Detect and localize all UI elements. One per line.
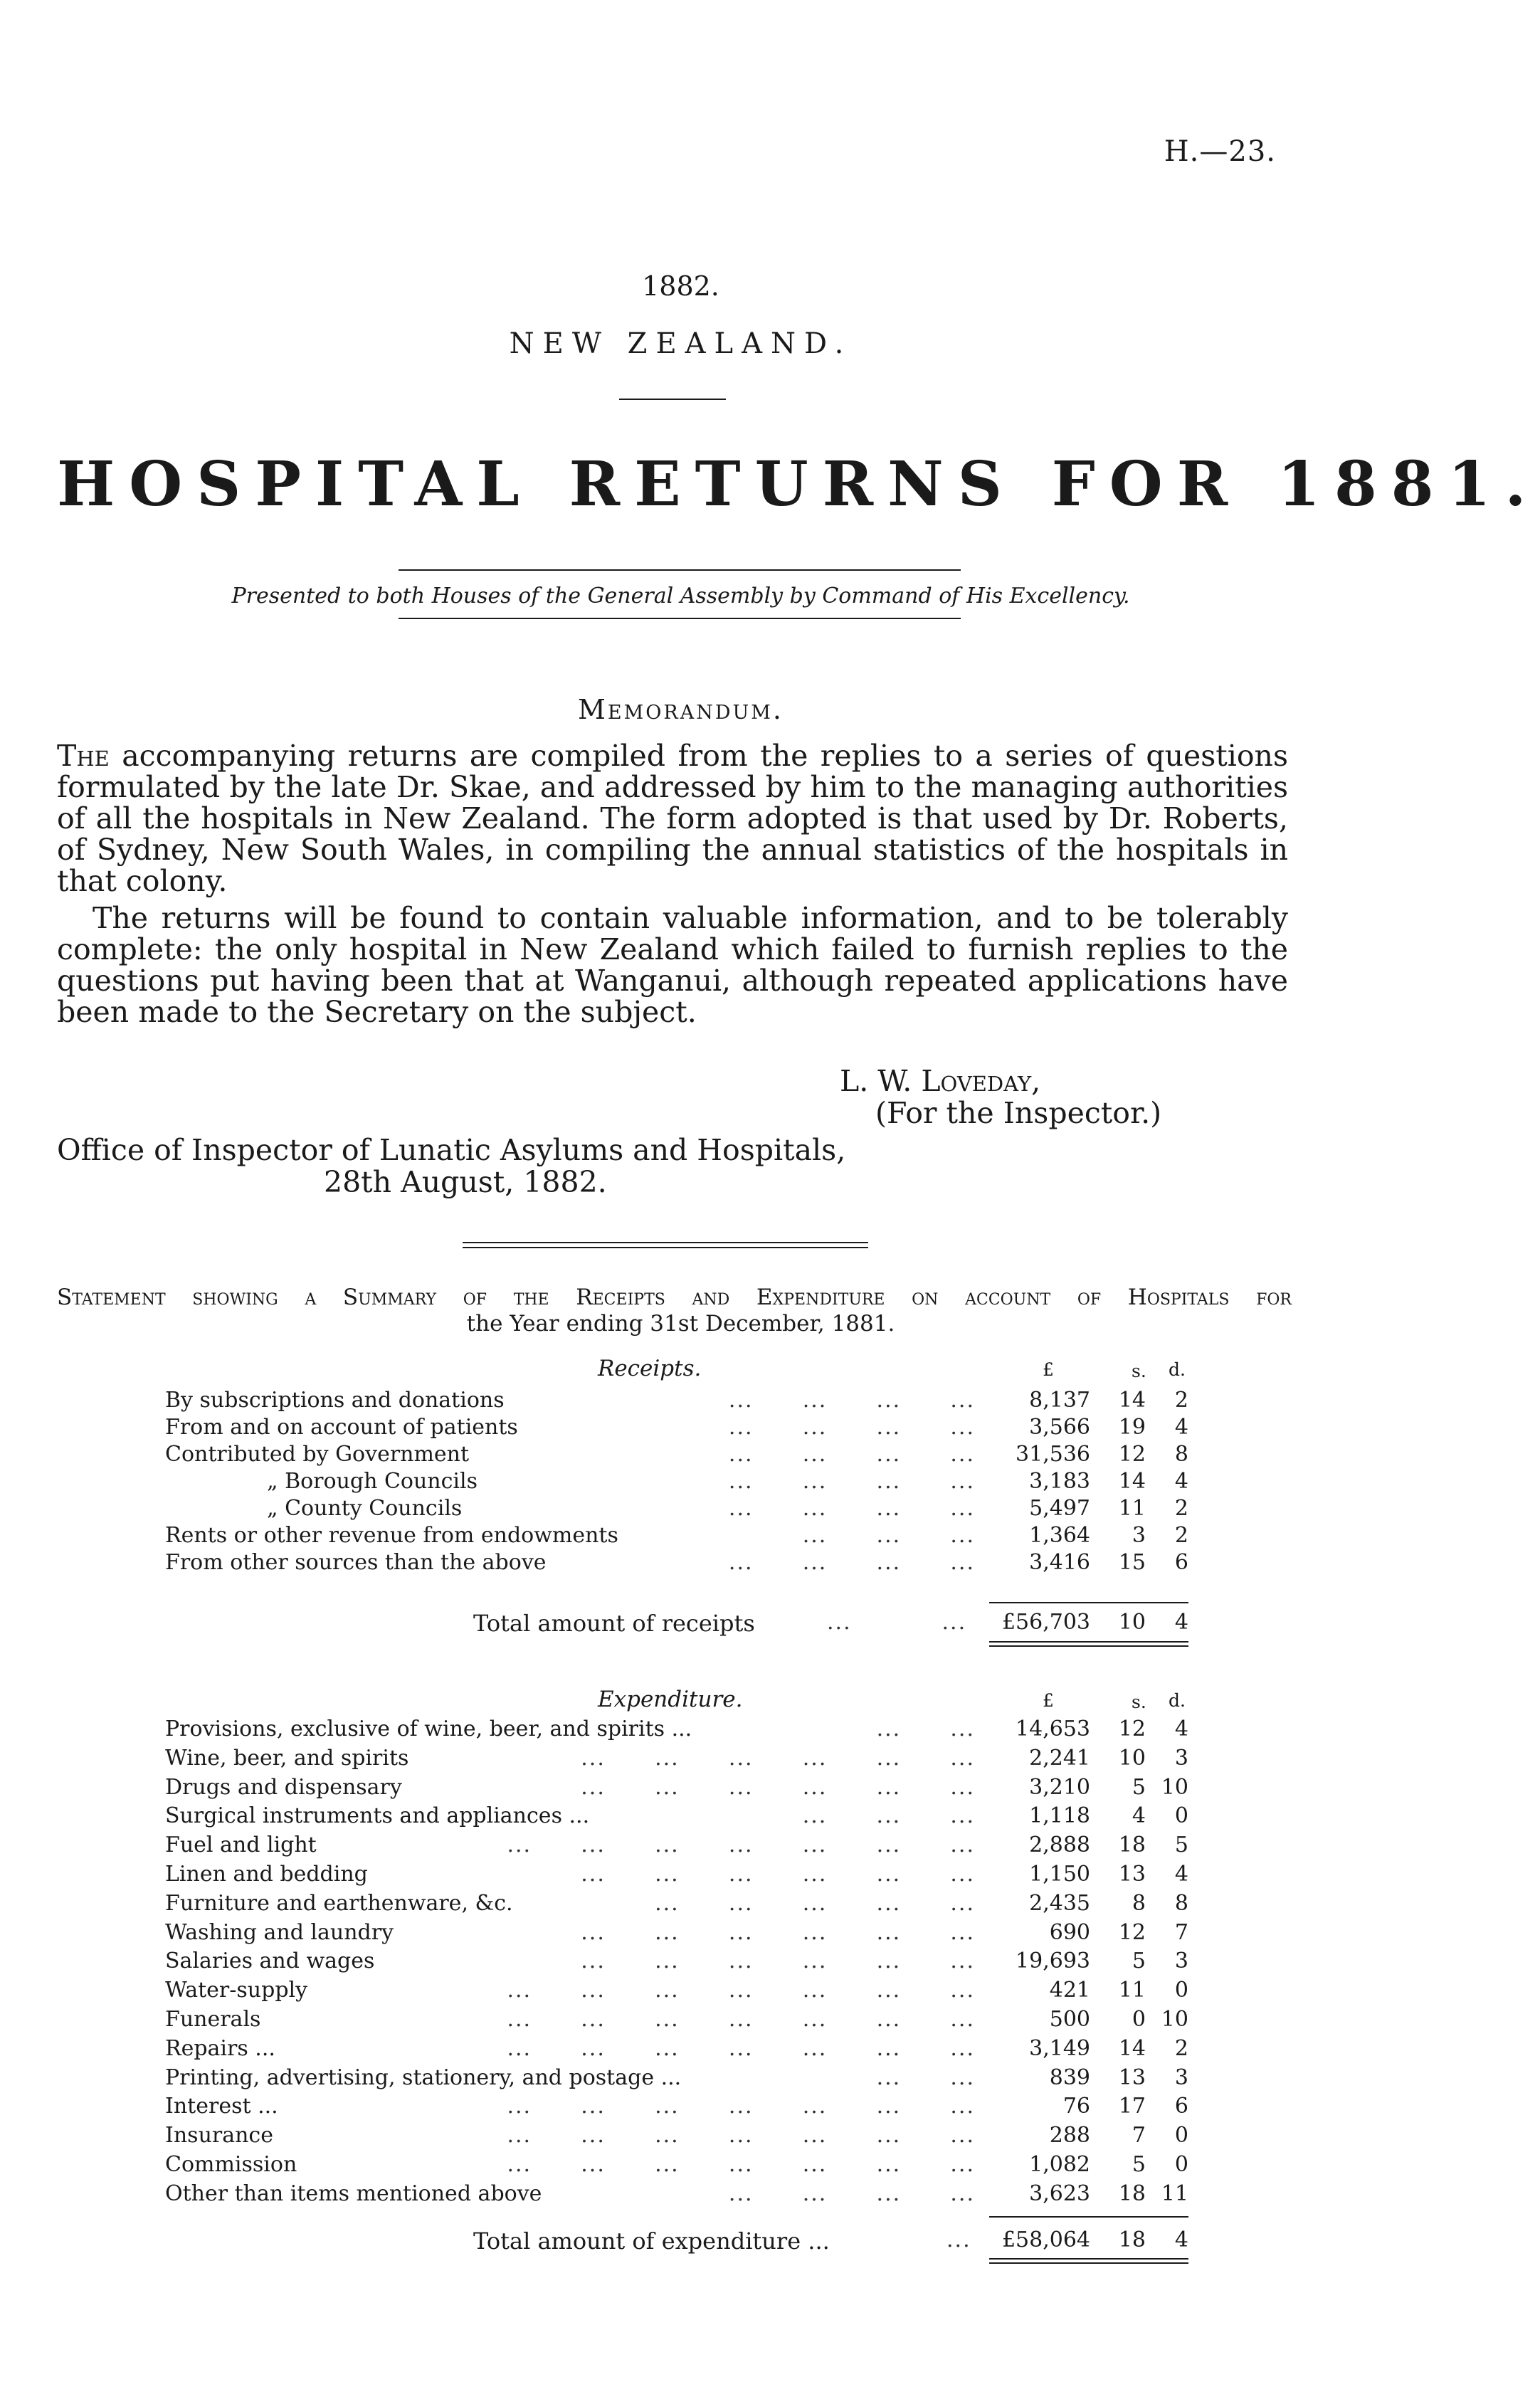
statement-title: Statement showing a Summary of the Receipts and Expenditure on account of Hospitals for (57, 1285, 1292, 1310)
expenditure-row-pounds: 1,082 (1029, 2152, 1090, 2177)
expenditure-row-shillings: 11 (1118, 1978, 1146, 2003)
expenditure-row-pence: 0 (1174, 1803, 1188, 1829)
presented-rule-bottom (399, 618, 961, 619)
expenditure-row-leaders: ... ... ... ... ... ... (581, 1919, 975, 1945)
expenditure-row-shillings: 17 (1118, 2094, 1146, 2119)
expenditure-row-label: Printing, advertising, stationery, and postage ... (165, 2065, 682, 2090)
expenditure-row-shillings: 13 (1118, 1862, 1146, 1887)
receipts-row-pence: 6 (1174, 1550, 1188, 1575)
expenditure-row-label: Interest ... (165, 2094, 278, 2119)
expenditure-row-pounds: 14,653 (1016, 1717, 1090, 1741)
expenditure-row-pounds: 839 (1049, 2065, 1090, 2090)
expenditure-total-rule-1 (989, 2258, 1188, 2260)
expenditure-row-leaders: ... ... ... ... ... (655, 1890, 975, 1916)
memorandum-paragraph-1-text: accompanying returns are compiled from the replies to a series of questions formulated by the late Dr. Skae, and addressed by him to the managing authorities of all the hospitals in New Zealand. The form adopted is that used by Dr. Roberts, of Sydney, New South Wales, in compiling the annual statistics of the hospitals in that colony. (57, 739, 1288, 898)
expenditure-row-pence: 7 (1174, 1919, 1188, 1945)
expenditure-row-shillings: 0 (1132, 2007, 1146, 2032)
expenditure-row-leaders: ... ... ... ... ... ... ... (507, 2094, 975, 2119)
expenditure-heading: Expenditure. (598, 1687, 743, 1712)
expenditure-row-pounds: 19,693 (1016, 1949, 1090, 1974)
expenditure-row-leaders: ... ... ... ... ... ... (581, 1774, 975, 1800)
expenditure-row-pence: 6 (1174, 2094, 1188, 2119)
receipts-row-pence: 4 (1174, 1469, 1188, 1494)
expenditure-row-pounds: 1,150 (1029, 1862, 1090, 1887)
expenditure-col-pounds: £ (1043, 1690, 1054, 1711)
expenditure-row-label: Funerals (165, 2007, 261, 2032)
expenditure-row-pounds: 2,888 (1029, 1833, 1090, 1858)
expenditure-row-label: Water-supply (165, 1978, 308, 2003)
expenditure-row-pounds: 2,241 (1029, 1745, 1090, 1771)
expenditure-col-shillings: s. (1132, 1692, 1146, 1712)
receipts-row-leaders: ... ... ... ... (728, 1550, 975, 1575)
expenditure-row-leaders: ... ... ... ... ... ... ... (507, 2035, 975, 2061)
expenditure-row-pence: 5 (1174, 1833, 1188, 1858)
expenditure-row-pence: 3 (1174, 1745, 1188, 1771)
expenditure-row-pence: 0 (1174, 2152, 1188, 2177)
receipts-total-label: Total amount of receipts (473, 1610, 755, 1637)
receipts-row-shillings: 14 (1118, 1469, 1146, 1494)
receipts-total-rule-2 (989, 1645, 1188, 1647)
title-rule (619, 399, 726, 400)
receipts-row-shillings: 3 (1132, 1523, 1146, 1548)
receipts-total-pounds: £56,703 (1001, 1610, 1090, 1635)
expenditure-row-pence: 11 (1161, 2181, 1188, 2206)
receipts-row-pence: 4 (1174, 1415, 1188, 1440)
expenditure-row-label: Wine, beer, and spirits (165, 1745, 409, 1771)
expenditure-row-leaders: ... ... ... ... ... ... ... (507, 2007, 975, 2032)
expenditure-row-leaders: ... ... ... (802, 1803, 975, 1829)
receipts-subtotal-rule (989, 1602, 1188, 1603)
expenditure-row-pence: 8 (1174, 1890, 1188, 1916)
receipts-heading: Receipts. (598, 1356, 702, 1381)
expenditure-row-label: Salaries and wages (165, 1949, 375, 1974)
expenditure-row-leaders: ... ... ... ... ... ... ... (507, 2123, 975, 2149)
receipts-total-leaders: ... ... (827, 1610, 967, 1635)
separator-rule-bottom (463, 1247, 868, 1248)
receipts-total-shillings: 10 (1118, 1610, 1146, 1635)
expenditure-row-pounds: 76 (1062, 2094, 1090, 2119)
expenditure-row-pounds: 500 (1049, 2007, 1090, 2032)
expenditure-row-label: Commission (165, 2152, 297, 2177)
expenditure-row-shillings: 7 (1132, 2123, 1146, 2149)
expenditure-row-shillings: 13 (1118, 2065, 1146, 2090)
receipts-col-shillings: s. (1132, 1361, 1146, 1381)
expenditure-row-shillings: 12 (1118, 1717, 1146, 1741)
expenditure-row-pence: 0 (1174, 2123, 1188, 2149)
expenditure-row-shillings: 14 (1118, 2035, 1146, 2061)
expenditure-row-label: Surgical instruments and appliances ... (165, 1803, 590, 1829)
receipts-row-shillings: 19 (1118, 1415, 1146, 1440)
expenditure-total-leaders: ... (946, 2228, 971, 2252)
expenditure-row-leaders: ... ... ... ... (728, 2181, 975, 2206)
expenditure-row-pence: 10 (1161, 1774, 1188, 1800)
receipts-row-label: From and on account of patients (165, 1415, 518, 1440)
expenditure-row-pence: 2 (1174, 2035, 1188, 2061)
office-line: Office of Inspector of Lunatic Asylums and Hospitals, (57, 1133, 846, 1167)
memorandum-heading: Memorandum. (578, 694, 784, 725)
expenditure-row-label: Other than items mentioned above (165, 2181, 542, 2206)
receipts-row-label: „ County Councils (267, 1496, 463, 1521)
receipts-row-leaders: ... ... ... ... (728, 1388, 975, 1413)
receipts-col-pounds: £ (1043, 1359, 1054, 1380)
expenditure-row-shillings: 5 (1132, 2152, 1146, 2177)
receipts-row-label: By subscriptions and donations (165, 1388, 505, 1413)
separator-rule-top (463, 1242, 868, 1243)
expenditure-row-pence: 3 (1174, 1949, 1188, 1974)
receipts-row-leaders: ... ... ... ... (728, 1469, 975, 1494)
expenditure-row-pounds: 2,435 (1029, 1890, 1090, 1916)
country-heading: NEW ZEALAND. (509, 327, 853, 360)
expenditure-row-pounds: 1,118 (1029, 1803, 1090, 1829)
expenditure-row-pence: 0 (1174, 1978, 1188, 2003)
receipts-row-label: Rents or other revenue from endowments (165, 1523, 618, 1548)
expenditure-total-shillings: 18 (1118, 2228, 1146, 2252)
expenditure-row-label: Furniture and earthenware, &c. (165, 1890, 513, 1916)
expenditure-row-label: Provisions, exclusive of wine, beer, and spirits ... (165, 1717, 692, 1741)
expenditure-row-label: Washing and laundry (165, 1919, 394, 1945)
receipts-row-leaders: ... ... ... ... (728, 1442, 975, 1467)
expenditure-total-pence: 4 (1174, 2228, 1188, 2252)
expenditure-row-label: Repairs ... (165, 2035, 275, 2061)
expenditure-row-shillings: 12 (1118, 1919, 1146, 1945)
expenditure-total-pounds: £58,064 (1001, 2228, 1090, 2252)
receipts-row-pounds: 3,416 (1029, 1550, 1090, 1575)
expenditure-col-pence: d. (1169, 1690, 1186, 1711)
expenditure-row-shillings: 18 (1118, 1833, 1146, 1858)
expenditure-row-shillings: 10 (1118, 1745, 1146, 1771)
expenditure-row-pence: 4 (1174, 1717, 1188, 1741)
receipts-row-label: Contributed by Government (165, 1442, 470, 1467)
receipts-row-pounds: 5,497 (1029, 1496, 1090, 1521)
signature-role: (For the Inspector.) (875, 1096, 1162, 1130)
expenditure-row-leaders: ... ... (876, 1717, 975, 1741)
receipts-row-pounds: 1,364 (1029, 1523, 1090, 1548)
expenditure-subtotal-rule (989, 2216, 1188, 2218)
presented-rule-top (399, 569, 961, 571)
expenditure-row-leaders: ... ... (876, 2065, 975, 2090)
expenditure-row-pounds: 3,623 (1029, 2181, 1090, 2206)
receipts-row-pounds: 8,137 (1029, 1388, 1090, 1413)
expenditure-row-pounds: 421 (1049, 1978, 1090, 2003)
receipts-row-shillings: 11 (1118, 1496, 1146, 1521)
expenditure-row-pence: 10 (1161, 2007, 1188, 2032)
expenditure-row-leaders: ... ... ... ... ... ... ... (507, 1833, 975, 1858)
memorandum-date: 28th August, 1882. (324, 1165, 607, 1199)
expenditure-row-shillings: 18 (1118, 2181, 1146, 2206)
receipts-row-leaders: ... ... ... ... (728, 1415, 975, 1440)
expenditure-row-leaders: ... ... ... ... ... ... ... (507, 2152, 975, 2177)
memorandum-paragraph-1 (57, 740, 1288, 897)
expenditure-row-pounds: 3,149 (1029, 2035, 1090, 2061)
expenditure-row-leaders: ... ... ... ... ... ... ... (507, 1978, 975, 2003)
receipts-row-pence: 2 (1174, 1496, 1188, 1521)
receipts-row-label: „ Borough Councils (267, 1469, 478, 1494)
expenditure-row-label: Insurance (165, 2123, 273, 2149)
signature-name: L. W. Loveday, (840, 1064, 1041, 1098)
receipts-total-pence: 4 (1174, 1610, 1188, 1635)
page-reference: H.—23. (1164, 135, 1276, 168)
expenditure-total-label: Total amount of expenditure ... (473, 2228, 830, 2255)
receipts-total-rule-1 (989, 1641, 1188, 1643)
receipts-row-leaders: ... ... ... ... (728, 1496, 975, 1521)
expenditure-row-pence: 4 (1174, 1862, 1188, 1887)
expenditure-row-leaders: ... ... ... ... ... ... (581, 1949, 975, 1974)
expenditure-row-pounds: 690 (1049, 1919, 1090, 1945)
receipts-row-pounds: 31,536 (1016, 1442, 1090, 1467)
receipts-col-pence: d. (1169, 1359, 1186, 1380)
expenditure-row-label: Linen and bedding (165, 1862, 368, 1887)
expenditure-row-pence: 3 (1174, 2065, 1188, 2090)
receipts-row-pence: 2 (1174, 1388, 1188, 1413)
receipts-row-shillings: 14 (1118, 1388, 1146, 1413)
memorandum-paragraph-2: The returns will be found to contain valuable information, and to be tolerably complete: the only hospital in New Zealand which failed to furnish replies to the questions put having been that at Wanganui, although repeated applications have been made to the Secretary on the subject. (57, 901, 1288, 1029)
expenditure-row-leaders: ... ... ... ... ... ... (581, 1745, 975, 1771)
receipts-row-pounds: 3,566 (1029, 1415, 1090, 1440)
receipts-row-shillings: 15 (1118, 1550, 1146, 1575)
expenditure-row-pounds: 3,210 (1029, 1774, 1090, 1800)
receipts-row-pounds: 3,183 (1029, 1469, 1090, 1494)
receipts-row-pence: 2 (1174, 1523, 1188, 1548)
page-title: HOSPITAL RETURNS FOR 1881. (57, 448, 1540, 520)
receipts-row-leaders: ... ... ... (802, 1523, 975, 1548)
presented-line: Presented to both Houses of the General Assembly by Command of His Excellency. (231, 584, 1130, 608)
expenditure-row-pounds: 288 (1049, 2123, 1090, 2149)
receipts-row-label: From other sources than the above (165, 1550, 547, 1575)
statement-subtitle: the Year ending 31st December, 1881. (466, 1311, 895, 1337)
expenditure-total-rule-2 (989, 2262, 1188, 2264)
expenditure-row-shillings: 5 (1132, 1949, 1146, 1974)
expenditure-row-label: Fuel and light (165, 1833, 317, 1858)
expenditure-row-shillings: 8 (1132, 1890, 1146, 1916)
expenditure-row-shillings: 4 (1132, 1803, 1146, 1829)
memorandum-lead-word: The (57, 739, 110, 773)
expenditure-row-shillings: 5 (1132, 1774, 1146, 1800)
receipts-row-shillings: 12 (1118, 1442, 1146, 1467)
document-year: 1882. (642, 270, 719, 302)
expenditure-row-label: Drugs and dispensary (165, 1774, 402, 1800)
expenditure-row-leaders: ... ... ... ... ... ... (581, 1862, 975, 1887)
receipts-row-pence: 8 (1174, 1442, 1188, 1467)
